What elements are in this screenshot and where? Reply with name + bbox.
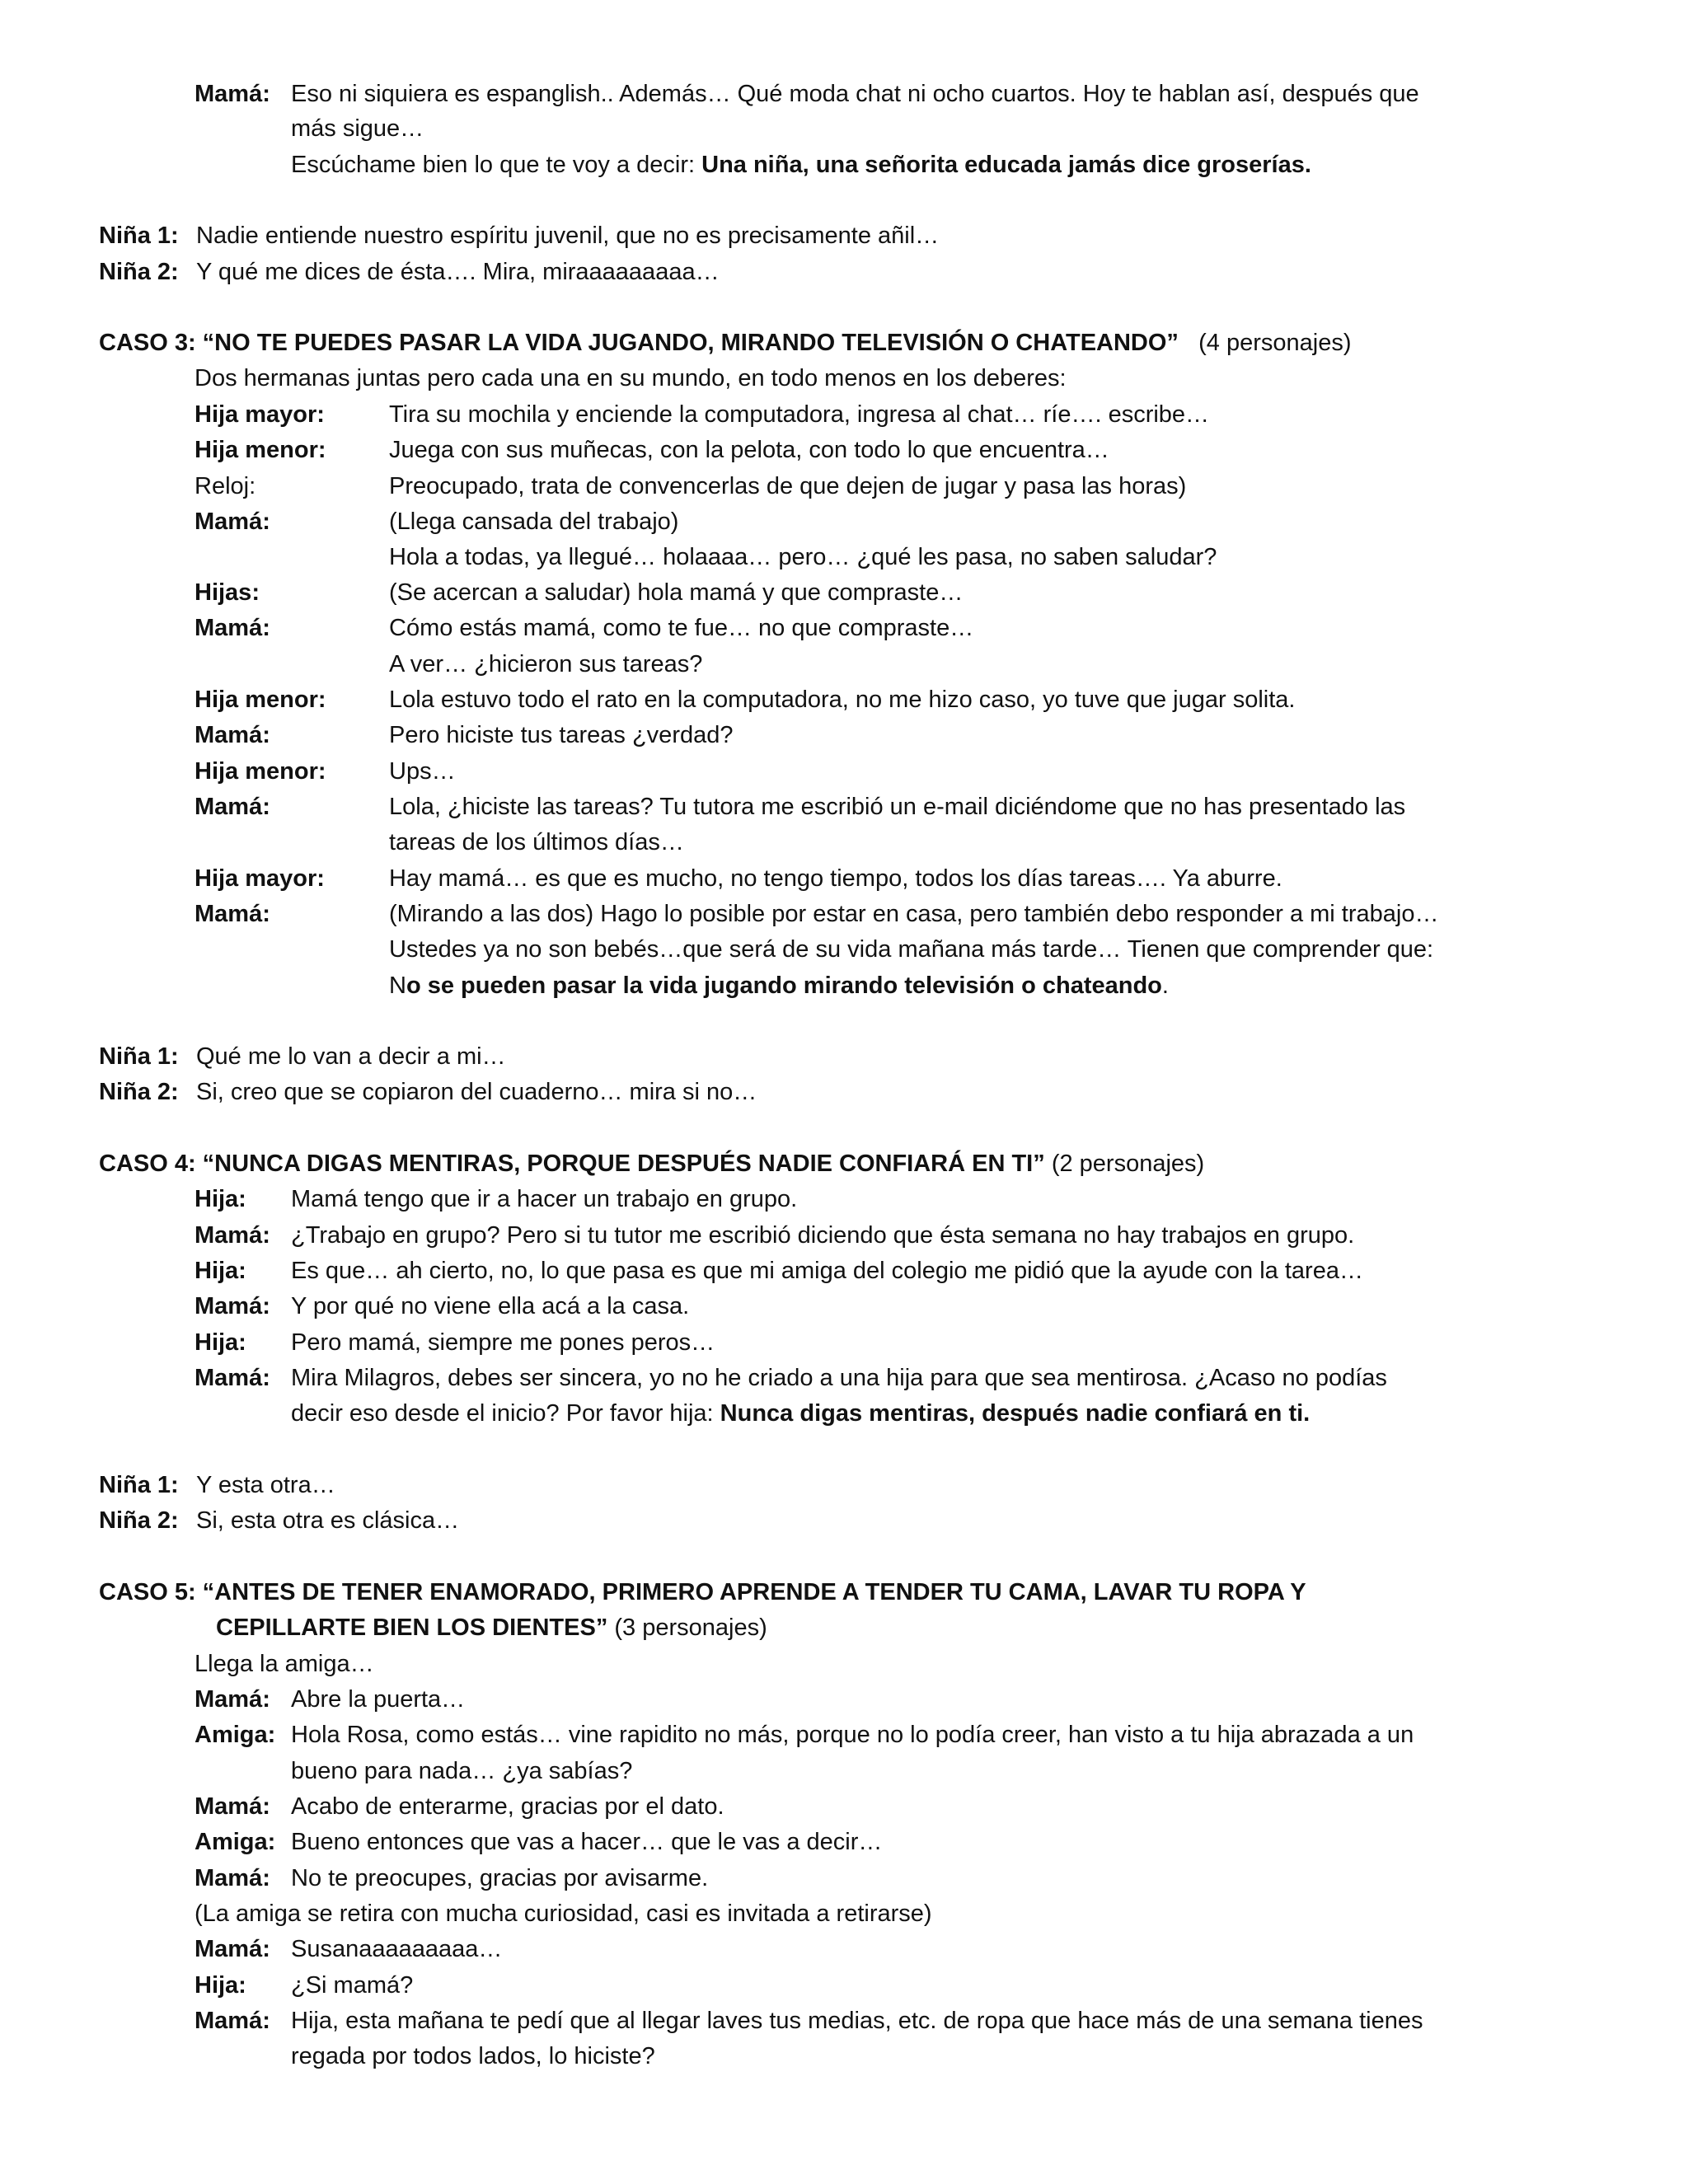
- speaker-label: Mamá:: [195, 901, 270, 927]
- moral-bold: o se pueden pasar la vida jugando mirando televisión o chateando: [406, 972, 1162, 999]
- case-heading: [216, 1613, 767, 1643]
- speaker-label: Hija:: [195, 1329, 246, 1356]
- speaker-label: Mamá:: [195, 1222, 270, 1249]
- speaker-label: Niña 1:: [99, 223, 179, 249]
- speaker-label: Amiga:: [195, 1722, 276, 1748]
- dialogue-line: Abre la puerta…: [291, 1686, 466, 1713]
- speaker-label: Mamá:: [195, 722, 270, 748]
- dialogue-line: Mamá tengo que ir a hacer un trabajo en grupo.: [291, 1186, 798, 1212]
- dialogue-line: tareas de los últimos días…: [389, 829, 684, 855]
- dialogue-line: Si, esta otra es clásica…: [196, 1507, 460, 1534]
- speaker-label: Reloj:: [195, 473, 256, 499]
- moral-bold: Nunca digas mentiras, después nadie confiará en ti.: [720, 1400, 1311, 1427]
- dialogue-line: A ver… ¿hicieron sus tareas?: [389, 651, 703, 677]
- dialogue-line: Lola estuvo todo el rato en la computadora, no me hizo caso, yo tuve que jugar solita.: [389, 687, 1296, 713]
- dialogue-line: (Llega cansada del trabajo): [389, 509, 679, 535]
- cast-count: (3 personajes): [614, 1615, 767, 1641]
- dialogue-line: Hay mamá… es que es mucho, no tengo tiempo, todos los días tareas…. Ya aburre.: [389, 865, 1282, 892]
- cast-count: (4 personajes): [1198, 330, 1352, 356]
- dialogue-line: más sigue…: [291, 115, 424, 142]
- speaker-label: Niña 1:: [99, 1472, 179, 1498]
- dialogue-line: No se pueden pasar la vida jugando mirando televisión o chateando.: [389, 972, 1169, 999]
- dialogue-line: Tira su mochila y enciende la computadora, ingresa al chat… ríe…. escribe…: [389, 401, 1210, 428]
- speaker-label: Mamá:: [195, 1365, 270, 1391]
- dialogue-line: Susanaaaaaaaaa…: [291, 1936, 503, 1962]
- speaker-label: Mamá:: [195, 509, 270, 535]
- scene-description: Dos hermanas juntas pero cada una en su mundo, en todo menos en los deberes:: [195, 365, 1067, 391]
- dialogue-line: Mira Milagros, debes ser sincera, yo no he criado a una hija para que sea mentirosa. ¿Acaso no podías: [291, 1365, 1387, 1391]
- speaker-label: Hija menor:: [195, 758, 326, 785]
- speaker-label: Mamá:: [195, 1686, 270, 1713]
- speaker-label: Niña 1:: [99, 1043, 179, 1070]
- speaker-label: Hijas:: [195, 579, 260, 606]
- dialogue-line: decir eso desde el inicio? Por favor hija: Nunca digas mentiras, después nadie confiará en ti.: [291, 1400, 1311, 1427]
- speaker-label: Hija menor:: [195, 437, 326, 463]
- dialogue-line: Qué me lo van a decir a mi…: [196, 1043, 506, 1070]
- dialogue-line: Preocupado, trata de convencerlas de que dejen de jugar y pasa las horas): [389, 473, 1187, 499]
- stage-direction: (La amiga se retira con mucha curiosidad, casi es invitada a retirarse): [195, 1900, 932, 1927]
- speaker-label: Hija menor:: [195, 687, 326, 713]
- dialogue-line: No te preocupes, gracias por avisarme.: [291, 1865, 709, 1891]
- dialogue-line: (Se acercan a saludar) hola mamá y que compraste…: [389, 579, 964, 606]
- dialogue-line: Lola, ¿hiciste las tareas? Tu tutora me escribió un e-mail diciéndome que no has presentado las: [389, 794, 1406, 820]
- speaker-label: Hija mayor:: [195, 401, 325, 428]
- dialogue-line: Eso ni siquiera es espanglish.. Además… Qué moda chat ni ocho cuartos. Hoy te hablan así, después que: [291, 81, 1419, 107]
- case-heading: [99, 328, 1351, 358]
- dialogue-line: ¿Si mamá?: [291, 1972, 414, 1999]
- case-heading: [99, 1149, 1204, 1179]
- dialogue-line: Nadie entiende nuestro espíritu juvenil, que no es precisamente añil…: [196, 223, 940, 249]
- dialogue-line: Hola a todas, ya llegué… holaaaa… pero… ¿qué les pasa, no saben saludar?: [389, 544, 1217, 570]
- dialogue-line: Ustedes ya no son bebés…que será de su vida mañana más tarde… Tienen que comprender que:: [389, 936, 1434, 963]
- dialogue-line: ¿Trabajo en grupo? Pero si tu tutor me escribió diciendo que ésta semana no hay trabajos en grupo.: [291, 1222, 1355, 1249]
- dialogue-line: Y por qué no viene ella acá a la casa.: [291, 1293, 690, 1319]
- speaker-label: Mamá:: [195, 2008, 270, 2034]
- speaker-label: Niña 2:: [99, 1507, 179, 1534]
- dialogue-line: Pero mamá, siempre me pones peros…: [291, 1329, 715, 1356]
- dialogue-line: Y esta otra…: [196, 1472, 335, 1498]
- dialogue-line: (Mirando a las dos) Hago lo posible por estar en casa, pero también debo responder a mi trabajo…: [389, 901, 1439, 927]
- dialogue-line: Hija, esta mañana te pedí que al llegar laves tus medias, etc. de ropa que hace más de una semana tienes: [291, 2008, 1423, 2034]
- case-title: CEPILLARTE BIEN LOS DIENTES”: [216, 1615, 608, 1641]
- case-title: CASO 3: “NO TE PUEDES PASAR LA VIDA JUGANDO, MIRANDO TELEVISIÓN O CHATEANDO”: [99, 330, 1179, 356]
- case-title: CASO 4: “NUNCA DIGAS MENTIRAS, PORQUE DESPUÉS NADIE CONFIARÁ EN TI”: [99, 1151, 1045, 1177]
- speaker-label: Mamá:: [195, 1865, 270, 1891]
- dialogue-line: Acabo de enterarme, gracias por el dato.: [291, 1793, 724, 1820]
- speaker-label: Mamá:: [195, 1936, 270, 1962]
- moral-bold: Una niña, una señorita educada jamás dice groserías.: [701, 152, 1311, 178]
- speaker-label: Mamá:: [195, 615, 270, 641]
- dialogue-line: Pero hiciste tus tareas ¿verdad?: [389, 722, 734, 748]
- dialogue-line: Bueno entonces que vas a hacer… que le vas a decir…: [291, 1829, 883, 1855]
- dialogue-line: bueno para nada… ¿ya sabías?: [291, 1758, 633, 1784]
- speaker-label: Hija:: [195, 1186, 246, 1212]
- speaker-label: Mamá:: [195, 1293, 270, 1319]
- speaker-label: Mamá:: [195, 1793, 270, 1820]
- dialogue-line: Es que… ah cierto, no, lo que pasa es que mi amiga del colegio me pidió que la ayude con la tarea…: [291, 1258, 1363, 1284]
- dialogue-line: Si, creo que se copiaron del cuaderno… mira si no…: [196, 1079, 757, 1105]
- scene-description: Llega la amiga…: [195, 1651, 374, 1677]
- dialogue-line: Cómo estás mamá, como te fue… no que compraste…: [389, 615, 974, 641]
- speaker-label: Mamá:: [195, 81, 270, 107]
- speaker-label: Niña 2:: [99, 259, 179, 285]
- speaker-label: Hija mayor:: [195, 865, 325, 892]
- dialogue-line: Escúchame bien lo que te voy a decir: Una niña, una señorita educada jamás dice groserías.: [291, 152, 1311, 178]
- dialogue-line: Y qué me dices de ésta…. Mira, miraaaaaaaaa…: [196, 259, 720, 285]
- speaker-label: Hija:: [195, 1258, 246, 1284]
- dialogue-line: Ups…: [389, 758, 456, 785]
- speaker-label: Mamá:: [195, 794, 270, 820]
- speaker-label: Hija:: [195, 1972, 246, 1999]
- speaker-label: Amiga:: [195, 1829, 276, 1855]
- speaker-label: Niña 2:: [99, 1079, 179, 1105]
- dialogue-line: Juega con sus muñecas, con la pelota, con todo lo que encuentra…: [389, 437, 1109, 463]
- dialogue-line: Hola Rosa, como estás… vine rapidito no más, porque no lo podía creer, han visto a tu hija abrazada a un: [291, 1722, 1414, 1748]
- cast-count: (2 personajes): [1051, 1151, 1205, 1177]
- dialogue-line: regada por todos lados, lo hiciste?: [291, 2043, 655, 2069]
- case-title: CASO 5: “ANTES DE TENER ENAMORADO, PRIMERO APRENDE A TENDER TU CAMA, LAVAR TU ROPA Y: [99, 1579, 1306, 1605]
